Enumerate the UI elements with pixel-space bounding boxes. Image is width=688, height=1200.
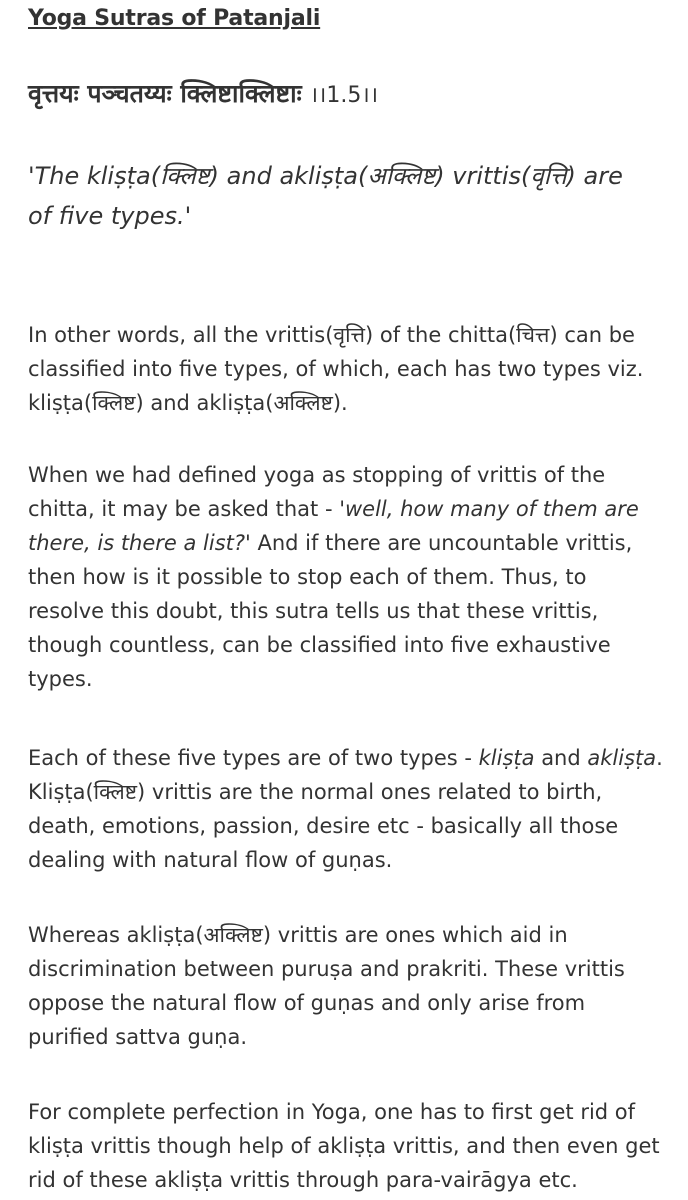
paragraph-4: Whereas akliṣṭa(अक्लिष्ट) vrittis are ones which aid in discrimination between puruṣa and prakriti. These vrittis oppose the natural flow of guṇas and only arise from purified sattva guṇa. [28,923,625,1049]
sutra-sanskrit-text: वृत्तयः पञ्चतय्यः क्लिष्टाक्लिष्टाः [28,79,302,108]
paragraph-3-text-b: . Kliṣṭa(क्लिष्ट) vrittis are the normal ones related to birth, death, emotions, passion, desire etc - basically all those dealing with natural flow of guṇas. [28,746,663,872]
paragraph-2 [28,458,663,696]
paragraph-2-text-b: And if there are uncountable vrittis, then how is it possible to stop each of them. Thus, to resolve this doubt, this sutra tells us that these vrittis, though countless, can be classified into five exhaustive types. [28,531,633,691]
paragraph-1: In other words, all the vrittis(वृत्ति) of the chitta(चित्त) can be classified into five types, of which, each has two types viz. kliṣṭa(क्लिष्ट) and akliṣṭa(अक्लिष्ट). [28,323,644,415]
paragraph-3-and: and [534,746,588,770]
page-title-link[interactable]: Yoga Sutras of Patanjali [28,6,321,31]
paragraph-3-term-klista: kliṣṭa [478,746,535,770]
paragraph-3-text-a: Each of these five types are of two types - [28,746,479,770]
sutra-number: ।।1.5।। [309,83,379,108]
paragraph-3 [28,741,663,877]
paragraph-5: For complete perfection in Yoga, one has to first get rid of kliṣṭa vrittis though help of akliṣṭa vrittis, and then even get rid of these akliṣṭa vrittis through para-vairāgya etc. [28,1100,660,1192]
paragraph-2-quote: 'well, how many of them are there, is there a list?' [28,497,639,555]
paragraph-2-text-a: When we had defined yoga as stopping of vrittis of the chitta, it may be asked that - [28,463,606,521]
sutra-translation: 'The kliṣṭa(क्लिष्ट) and akliṣṭa(अक्लिष्ट) vrittis(वृत्ति) are of five types.' [28,162,623,230]
paragraph-3-term-aklista: akliṣṭa [587,746,657,770]
sutra-verse [28,76,378,110]
